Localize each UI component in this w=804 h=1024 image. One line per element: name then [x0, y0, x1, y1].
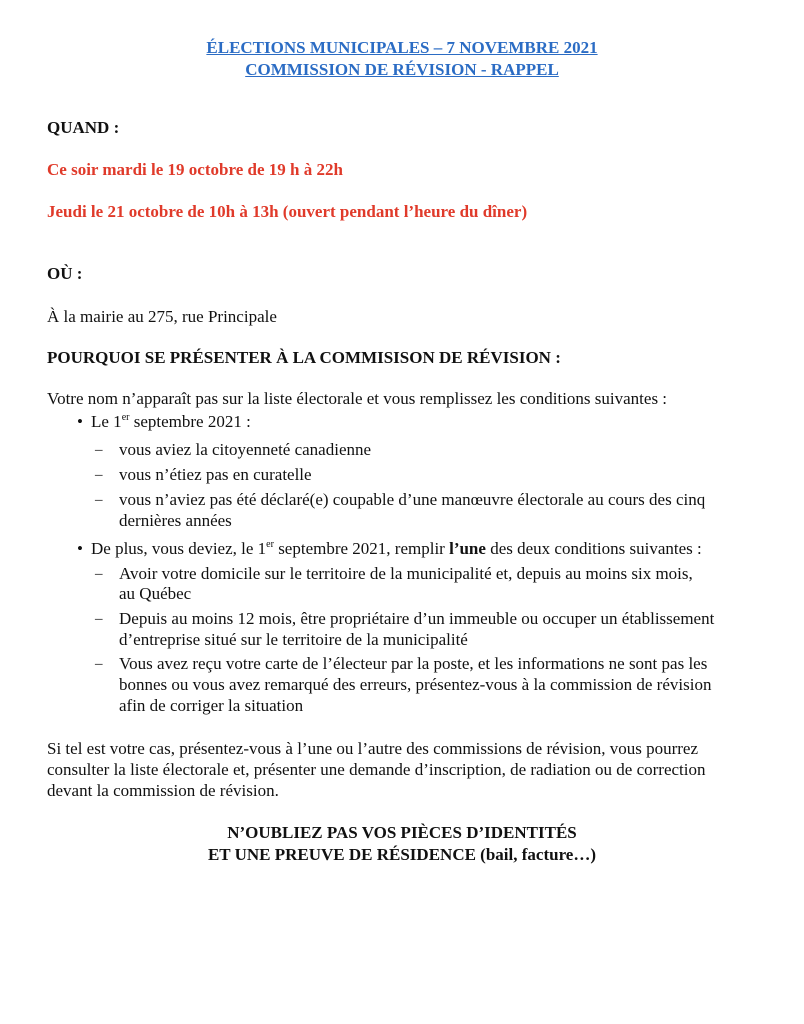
ou-address: À la mairie au 275, rue Principale [47, 307, 277, 326]
pourquoi-heading: POURQUOI SE PRÉSENTER À LA COMMISISON DE RÉVISION : [47, 348, 561, 367]
document-title-line2: COMMISSION DE RÉVISION - RAPPEL [245, 60, 559, 79]
quand-date-2: Jeudi le 21 octobre de 10h à 13h (ouvert pendant l’heure du dîner) [47, 202, 528, 221]
bullet-1-item-2: vous n’étiez pas en curatelle [119, 465, 312, 484]
dash-marker: – [95, 611, 103, 627]
bullet-2-item-2-line2: d’entreprise situé sur le territoire de la municipalité [119, 630, 468, 649]
bullet-2-item-1-line2: au Québec [119, 584, 192, 603]
reminder-line-1: N’OUBLIEZ PAS VOS PIÈCES D’IDENTITÉS [227, 823, 577, 842]
bullet-2-item-3-line3: afin de corriger la situation [119, 696, 304, 715]
reminder-line-2: ET UNE PREUVE DE RÉSIDENCE (bail, facture…) [207, 845, 597, 864]
bullet-2-text: De plus, vous deviez, le 1er septembre 2021, remplir l’une des deux conditions suivantes : [91, 539, 702, 558]
closing-line-3: devant la commission de révision. [47, 781, 279, 800]
dash-marker: – [95, 492, 103, 508]
pourquoi-intro: Votre nom n’apparaît pas sur la liste électorale et vous remplissez les conditions suivantes : [47, 389, 668, 408]
bullet-2-item-1-line1: Avoir votre domicile sur le territoire de la municipalité et, depuis au moins six mois, [119, 564, 693, 583]
bullet-1-item-1: vous aviez la citoyenneté canadienne [119, 440, 372, 459]
dash-marker: – [95, 566, 103, 582]
bullet-2-item-3-line2: bonnes ou vous avez remarqué des erreurs, présentez-vous à la commission de révision [119, 675, 712, 694]
closing-line-2: consulter la liste électorale et, présenter une demande d’inscription, de radiation ou de correction [47, 760, 706, 779]
bullet-1-text: Le 1er septembre 2021 : [91, 412, 251, 431]
dash-marker: – [95, 467, 103, 483]
dash-marker: – [95, 656, 103, 672]
quand-date-1: Ce soir mardi le 19 octobre de 19 h à 22h [47, 160, 343, 179]
dash-marker: – [95, 442, 103, 458]
bullet-2-marker: • [77, 539, 83, 558]
ou-heading: OÙ : [47, 264, 83, 283]
bullet-2-item-3-line1: Vous avez reçu votre carte de l’électeur par la poste, et les informations ne sont pas les [119, 654, 708, 673]
bullet-1-item-3-line1: vous n’aviez pas été déclaré(e) coupable d’une manœuvre électorale au cours des cinq [119, 490, 706, 509]
bullet-2-item-2-line1: Depuis au moins 12 mois, être propriétaire d’un immeuble ou occuper un établissement [119, 609, 715, 628]
bullet-1-marker: • [77, 412, 83, 431]
quand-heading: QUAND : [47, 118, 120, 137]
document-title-line1: ÉLECTIONS MUNICIPALES – 7 NOVEMBRE 2021 [206, 38, 598, 57]
bullet-1-item-3-line2: dernières années [119, 511, 232, 530]
closing-line-1: Si tel est votre cas, présentez-vous à l’une ou l’autre des commissions de révision, vous pourrez [47, 739, 699, 758]
